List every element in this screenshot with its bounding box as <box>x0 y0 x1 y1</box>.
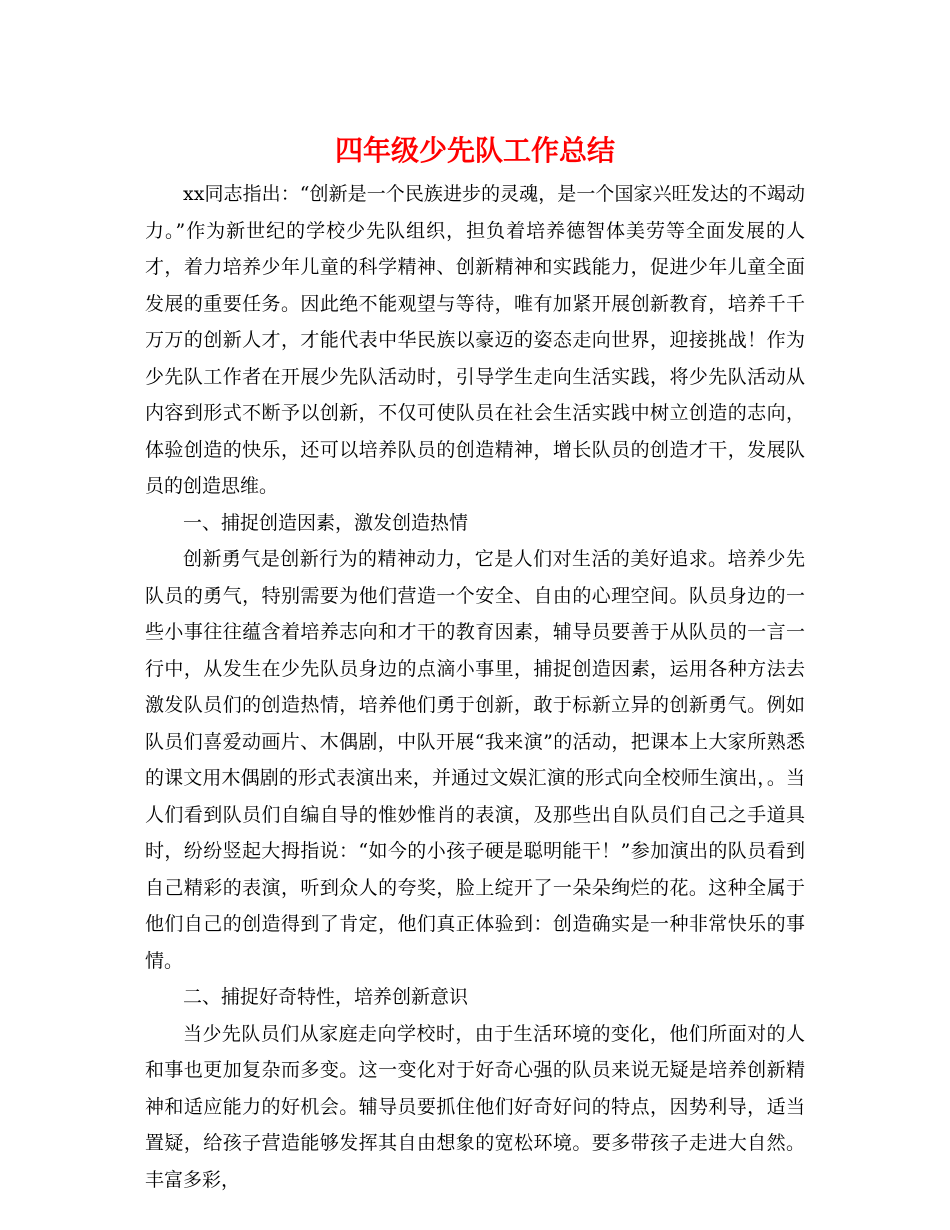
document-title: 四年级少先队工作总结 <box>334 134 615 167</box>
section-heading-2: 二、捕捉好奇特性，培养创新意识 <box>183 986 469 1008</box>
paragraph-intro: xx同志指出：“创新是一个民族进步的灵魂，是一个国家兴旺发达的不竭动力。”作为新世纪的学校少先队组织，担负着培养德智体美劳等全面发展的人才，着力培养少年儿童的科学精神、创新精神和实践能力，促进少年儿童全面发展的重要任务。因此绝不能观望与等待，唯有加紧开展创新教育，培养千千万万的创新人才，才能代表中华民族以豪迈的姿态走向世界，迎接挑战！作为少先队工作者在开展少先队活动时，引导学生走向生活实践，将少先队活动从内容到形式不断予以创新，不仅可使队员在社会生活实践中树立创造的志向，体验创造的快乐，还可以培养队员的创造精神，增长队员的创造才干，发展队员的创造思维。 <box>145 183 805 497</box>
paragraph-section-1: 创新勇气是创新行为的精神动力，它是人们对生活的美好追求。培养少先队员的勇气，特别需要为他们营造一个安全、自由的心理空间。队员身边的一些小事往往蕴含着培养志向和才干的教育因素，辅导员要善于从队员的一言一行中，从发生在少先队员身边的点滴小事里，捕捉创造因素，运用各种方法去激发队员们的创造热情，培养他们勇于创新，敢于标新立异的创新勇气。例如队员们喜爱动画片、木偶剧，中队开展“我来演”的活动，把课本上大家所熟悉的课文用木偶剧的形式表演出来，并通过文娱汇演的形式向全校师生演出，。当人们看到队员们自编自导的惟妙惟肖的表演，及那些出自队员们自己之手道具时，纷纷竖起大拇指说：“如今的小孩子硬是聪明能干！”参加演出的队员看到自己精彩的表演，听到众人的夸奖，脸上绽开了一朵朵绚烂的花。这种全属于他们自己的创造得到了肯定，他们真正体验到：创造确实是一种非常快乐的事情。 <box>145 548 805 972</box>
section-heading-1: 一、捕捉创造因素，激发创造热情 <box>183 511 469 534</box>
document-body <box>145 176 805 1198</box>
paragraph-section-2: 当少先队员们从家庭走向学校时，由于生活环境的变化，他们所面对的人和事也更加复杂而多变。这一变化对于好奇心强的队员来说无疑是培养创新精神和适应能力的好机会。辅导员要抓住他们好奇好问的特点，因势利导，适当置疑，给孩子营造能够发挥其自由想象的宽松环境。要多带孩子走进大自然。丰富多彩， <box>145 1022 805 1191</box>
